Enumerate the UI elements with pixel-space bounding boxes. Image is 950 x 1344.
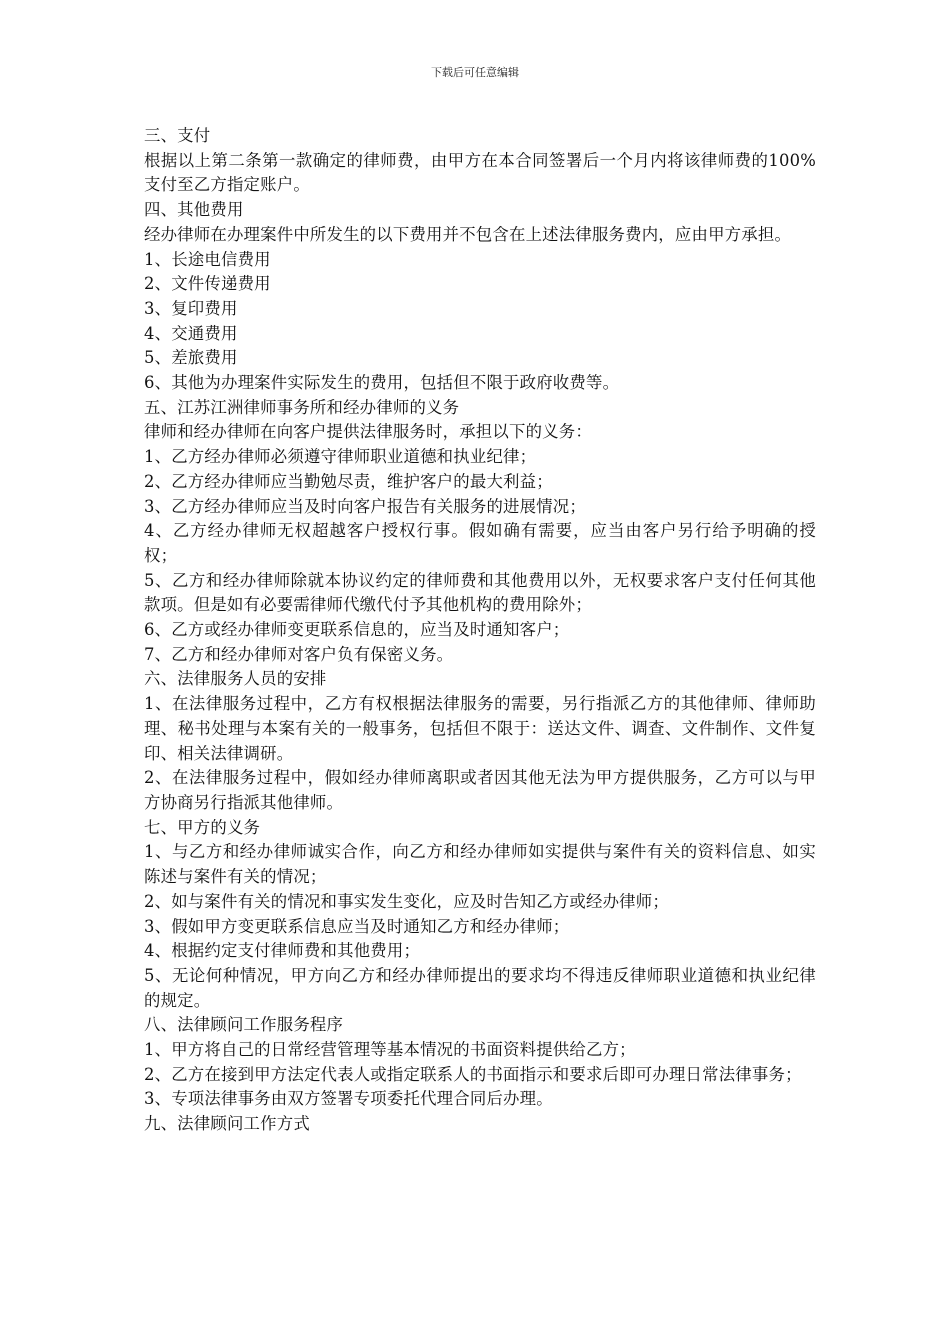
list-item: 2、文件传递费用 bbox=[144, 274, 271, 294]
list-item: 2、如与案件有关的情况和事实发生变化，应及时告知乙方或经办律师； bbox=[144, 891, 669, 911]
list-item: 1、甲方将自己的日常经营管理等基本情况的书面资料提供给乙方； bbox=[144, 1040, 636, 1060]
document-body bbox=[144, 124, 816, 1137]
section-heading-firm-obligations: 五、江苏江洲律师事务所和经办律师的义务 bbox=[144, 397, 460, 417]
list-item: 7、乙方和经办律师对客户负有保密义务。 bbox=[144, 644, 454, 664]
list-item: 3、复印费用 bbox=[144, 298, 238, 318]
list-item: 4、乙方经办律师无权超越客户授权行事。假如确有需要，应当由客户另行给予明确的授权； bbox=[144, 521, 816, 565]
list-item: 2、在法律服务过程中，假如经办律师离职或者因其他无法为甲方提供服务，乙方可以与甲方协商另行指派其他律师。 bbox=[144, 768, 816, 812]
list-item: 3、专项法律事务由双方签署专项委托代理合同后办理。 bbox=[144, 1089, 553, 1109]
section-heading-working-method: 九、法律顾问工作方式 bbox=[144, 1114, 310, 1134]
list-item: 1、长途电信费用 bbox=[144, 249, 271, 269]
paragraph: 根据以上第二条第一款确定的律师费，由甲方在本合同签署后一个月内将该律师费的100%支付至乙方指定账户。 bbox=[144, 150, 816, 195]
section-heading-service-procedure: 八、法律顾问工作服务程序 bbox=[144, 1015, 344, 1035]
list-item: 6、其他为办理案件实际发生的费用，包括但不限于政府收费等。 bbox=[144, 373, 620, 393]
list-item: 3、乙方经办律师应当及时向客户报告有关服务的进展情况； bbox=[144, 496, 586, 516]
paragraph: 律师和经办律师在向客户提供法律服务时，承担以下的义务： bbox=[144, 422, 592, 442]
list-item: 5、乙方和经办律师除就本协议约定的律师费和其他费用以外，无权要求客户支付任何其他款项。但是如有必要需律师代缴代付予其他机构的费用除外； bbox=[144, 570, 816, 615]
list-item: 1、乙方经办律师必须遵守律师职业道德和执业纪律； bbox=[144, 447, 537, 467]
page-header: 下载后可任意编辑 bbox=[431, 66, 519, 79]
list-item: 2、乙方在接到甲方法定代表人或指定联系人的书面指示和要求后即可办理日常法律事务； bbox=[144, 1064, 802, 1084]
section-heading-payment: 三、支付 bbox=[144, 126, 211, 145]
paragraph: 经办律师在办理案件中所发生的以下费用并不包含在上述法律服务费内，应由甲方承担。 bbox=[144, 224, 792, 244]
list-item: 2、乙方经办律师应当勤勉尽责，维护客户的最大利益； bbox=[144, 471, 553, 491]
section-heading-client-obligations: 七、甲方的义务 bbox=[144, 817, 261, 837]
section-heading-other-fees: 四、其他费用 bbox=[144, 200, 244, 220]
section-heading-staff-arrangement: 六、法律服务人员的安排 bbox=[144, 669, 327, 689]
list-item: 5、差旅费用 bbox=[144, 348, 238, 368]
list-item: 5、无论何种情况，甲方向乙方和经办律师提出的要求均不得违反律师职业道德和执业纪律的规定。 bbox=[144, 965, 816, 1010]
list-item: 6、乙方或经办律师变更联系信息的，应当及时通知客户； bbox=[144, 620, 570, 640]
list-item: 4、根据约定支付律师费和其他费用； bbox=[144, 941, 421, 961]
list-item: 1、在法律服务过程中，乙方有权根据法律服务的需要，另行指派乙方的其他律师、律师助理、秘书处理与本案有关的一般事务，包括但不限于：送达文件、调查、文件制作、文件复印、相关法律调研。 bbox=[144, 694, 816, 763]
list-item: 1、与乙方和经办律师诚实合作，向乙方和经办律师如实提供与案件有关的资料信息、如实陈述与案件有关的情况； bbox=[144, 842, 816, 887]
list-item: 4、交通费用 bbox=[144, 323, 238, 343]
list-item: 3、假如甲方变更联系信息应当及时通知乙方和经办律师； bbox=[144, 916, 570, 936]
